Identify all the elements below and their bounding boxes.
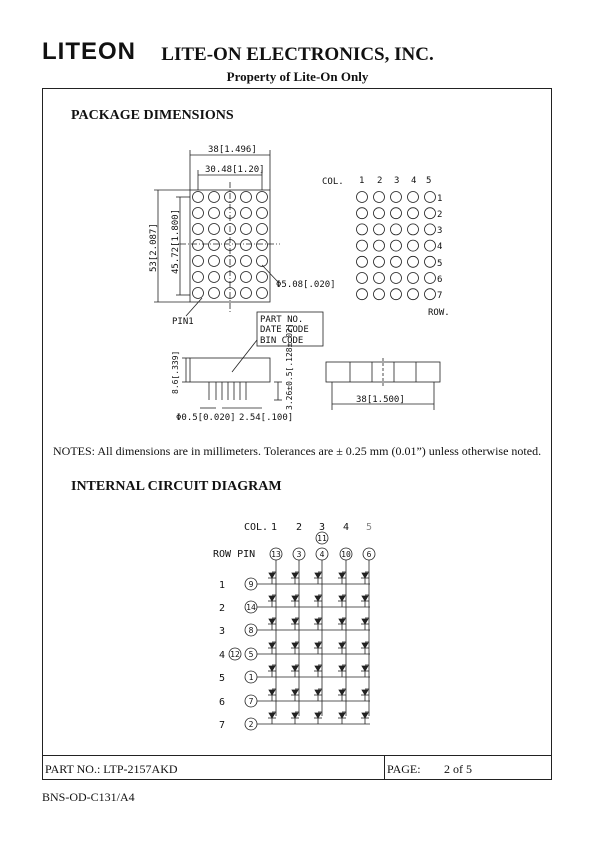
col-num-3: 3: [394, 176, 400, 186]
circuit-col-4: 4: [343, 522, 350, 533]
led-diode: [339, 596, 345, 601]
led-diode: [339, 690, 345, 695]
led-diode: [362, 690, 368, 695]
liteon-logo: LITEON: [42, 38, 136, 65]
dim-height-label: 53[2.087]: [149, 223, 159, 272]
led-diode: [269, 690, 275, 695]
row-num-6: 6: [437, 275, 443, 285]
led-diode: [292, 573, 298, 578]
led-diode: [362, 643, 368, 648]
row-num-2: 2: [437, 210, 443, 220]
led-diode: [292, 619, 298, 624]
row-num-3: 3: [437, 226, 443, 236]
dim-dot-label: Φ5.08[.020]: [276, 280, 336, 290]
extra-col-pin-number: 11: [317, 534, 327, 543]
row-pin-label: ROW PIN: [213, 549, 256, 560]
circuit-row-number: 2: [219, 603, 226, 614]
circuit-row-number: 4: [219, 650, 226, 661]
led-diode: [339, 643, 345, 648]
led-diode: [315, 713, 321, 718]
row-pin-number: 5: [248, 650, 254, 659]
row-pin-number: 8: [248, 626, 254, 635]
pin1-label: PIN1: [172, 317, 194, 327]
circuit-row-number: 3: [219, 626, 226, 637]
row-num-7: 7: [437, 291, 443, 301]
led-diode: [292, 596, 298, 601]
led-diode: [292, 666, 298, 671]
led-diode: [362, 573, 368, 578]
led-diode: [315, 643, 321, 648]
led-diode: [362, 666, 368, 671]
circuit-col-label: COL.: [244, 522, 269, 533]
led-diode: [292, 690, 298, 695]
led-diode: [292, 643, 298, 648]
circuit-row-number: 7: [219, 720, 226, 731]
dimension-notes: NOTES: All dimensions are in millimeters. Tolerances are ± 0.25 mm (0.01”) unless otherwise noted.: [53, 444, 542, 458]
led-diode: [362, 596, 368, 601]
circuit-row-number: 6: [219, 697, 226, 708]
led-diode: [362, 619, 368, 624]
col-num-5: 5: [426, 176, 432, 186]
col-num-4: 4: [411, 176, 417, 186]
led-diode: [315, 690, 321, 695]
circuit-row-number: 1: [219, 580, 226, 591]
led-diode: [292, 713, 298, 718]
footer-divider: [42, 755, 552, 756]
page-label: PAGE:: [387, 762, 421, 776]
page-number: 2 of 5: [444, 762, 472, 776]
document-number: BNS-OD-C131/A4: [42, 790, 135, 804]
row-pin-number: 14: [246, 603, 256, 612]
company-name: LITE-ON ELECTRONICS, INC.: [161, 44, 434, 65]
led-diode: [269, 713, 275, 718]
led-diode: [315, 573, 321, 578]
circuit-col-5: 5: [366, 522, 373, 533]
led-diode: [339, 573, 345, 578]
col-pin-number: 13: [271, 550, 281, 559]
led-diode: [269, 643, 275, 648]
internal-circuit-title: INTERNAL CIRCUIT DIAGRAM: [71, 479, 282, 494]
row-num-4: 4: [437, 242, 443, 252]
led-diode: [362, 713, 368, 718]
led-diode: [339, 713, 345, 718]
label-box-line-1: PART NO.: [260, 315, 304, 325]
row-pin-number: 2: [248, 720, 254, 729]
led-diode: [269, 573, 275, 578]
led-diode: [269, 666, 275, 671]
circuit-col-3: 3: [319, 522, 326, 533]
led-diode: [269, 596, 275, 601]
col-num-2: 2: [377, 176, 383, 186]
label-box-line-3: BIN CODE: [260, 336, 304, 346]
row-pin-number: 1: [248, 673, 254, 682]
dim-width-label: 38[1.496]: [208, 145, 257, 155]
dim-inner-width-label: 30.48[1.20]: [205, 165, 265, 175]
circuit-col-2: 2: [296, 522, 303, 533]
circuit-row-number: 5: [219, 673, 226, 684]
property-note: Property of Lite-On Only: [226, 69, 369, 84]
row-label: ROW.: [428, 308, 450, 318]
col-pin-number: 10: [341, 550, 351, 559]
dim-side-height-label: 8.6[.339]: [171, 350, 180, 394]
col-pin-number: 3: [296, 550, 302, 559]
part-number: PART NO.: LTP-2157AKD: [45, 762, 178, 776]
row-pin-number: 9: [248, 580, 254, 589]
package-dimensions-title: PACKAGE DIMENSIONS: [71, 108, 234, 123]
dim-pin-length-label: 3.26±0.5[.128±.02]: [285, 323, 294, 410]
row-num-5: 5: [437, 259, 443, 269]
dim-pitch-label: 2.54[.100]: [239, 413, 294, 423]
dim-inner-height-label: 45.72[1.800]: [171, 208, 181, 274]
row-pin-number: 7: [248, 697, 254, 706]
led-diode: [315, 596, 321, 601]
col-label: COL.: [322, 177, 344, 187]
led-diode: [315, 666, 321, 671]
label-box-line-2: DATE CODE: [260, 325, 309, 335]
dim-pin-dia-label: Φ0.5[0.020]: [176, 413, 236, 423]
row-num-1: 1: [437, 194, 443, 204]
led-diode: [315, 619, 321, 624]
col-pin-number: 4: [319, 550, 325, 559]
circuit-col-1: 1: [271, 522, 278, 533]
col-pin-number: 6: [366, 550, 372, 559]
extra-row-pin-number: 12: [230, 650, 240, 659]
led-diode: [339, 619, 345, 624]
led-diode: [269, 619, 275, 624]
col-num-1: 1: [359, 176, 365, 186]
dim-bottom-label: 38[1.500]: [356, 395, 405, 405]
led-diode: [339, 666, 345, 671]
footer-column-divider: [384, 755, 385, 780]
